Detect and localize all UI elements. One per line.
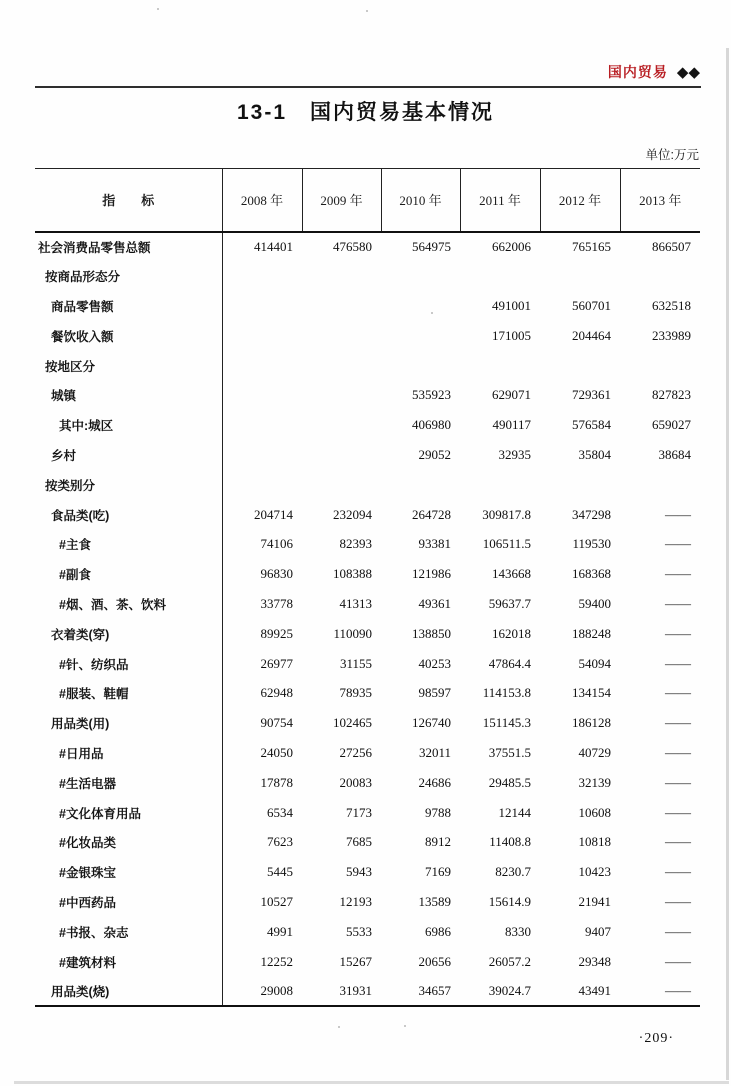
row-value: 98597 — [418, 685, 451, 701]
row-label: #建筑材料 — [35, 947, 222, 977]
row-label: #生活电器 — [35, 768, 222, 798]
row-value: 31931 — [339, 982, 372, 998]
row-value: 43491 — [578, 982, 611, 998]
row-value: —— — [665, 566, 691, 582]
row-label: #主食 — [35, 529, 222, 559]
row-value: 47864.4 — [488, 655, 531, 671]
row-value: 8912 — [425, 834, 451, 850]
row-value: 5943 — [346, 864, 372, 880]
row-value — [381, 291, 460, 321]
table-row — [35, 827, 700, 857]
row-value: 491001 — [492, 297, 531, 313]
row-value — [620, 470, 700, 500]
row-label: #烟、酒、茶、饮料 — [35, 589, 222, 619]
scan-edge-right — [726, 48, 729, 1080]
row-value — [222, 291, 302, 321]
row-label: 食品类(吃) — [35, 500, 222, 530]
table-row — [35, 619, 700, 649]
table-row — [35, 559, 700, 589]
chapter-diamonds-icon: ◆◆ — [676, 64, 700, 81]
row-value: —— — [665, 893, 691, 909]
row-value: 629071 — [492, 387, 531, 403]
column-header-year: 2012 年 — [540, 169, 620, 232]
row-value — [222, 321, 302, 351]
row-value: 4991 — [267, 923, 293, 939]
row-value: 21941 — [578, 893, 611, 909]
table-row — [35, 351, 700, 381]
row-value: 162018 — [492, 625, 531, 641]
scan-speck — [404, 1025, 406, 1027]
row-value: 126740 — [412, 715, 451, 731]
row-value — [302, 410, 381, 440]
row-value: 406980 — [412, 417, 451, 433]
row-value — [381, 321, 460, 351]
table-row — [35, 321, 700, 351]
row-value — [540, 470, 620, 500]
row-value: 12252 — [260, 953, 293, 969]
row-value: 89925 — [260, 625, 293, 641]
row-value: 40729 — [578, 744, 611, 760]
row-value: —— — [665, 715, 691, 731]
table-row — [35, 798, 700, 828]
column-header-year: 2011 年 — [460, 169, 540, 232]
page-title: 13-1 国内贸易基本情况 — [236, 101, 495, 124]
row-value: 106511.5 — [482, 536, 531, 552]
row-value: 10527 — [260, 893, 293, 909]
row-value: 134154 — [572, 685, 611, 701]
row-value — [302, 321, 381, 351]
row-value: 138850 — [412, 625, 451, 641]
row-value: 33778 — [260, 595, 293, 611]
row-value: 31155 — [339, 655, 372, 671]
row-value: 10818 — [578, 834, 611, 850]
row-value: —— — [665, 953, 691, 969]
row-value — [381, 351, 460, 381]
column-header-year: 2009 年 — [302, 169, 381, 232]
row-value — [302, 470, 381, 500]
table-row — [35, 738, 700, 768]
row-value — [222, 440, 302, 470]
table-row — [35, 678, 700, 708]
row-value: 186128 — [572, 715, 611, 731]
row-value — [460, 470, 540, 500]
table-row — [35, 470, 700, 500]
row-value: 59400 — [578, 595, 611, 611]
row-value — [381, 470, 460, 500]
row-value: 26977 — [260, 655, 293, 671]
row-value — [302, 351, 381, 381]
row-value: 121986 — [412, 566, 451, 582]
row-value: 62948 — [260, 685, 293, 701]
row-value: 171005 — [492, 327, 531, 343]
row-value: 765165 — [572, 238, 611, 254]
table-row — [35, 708, 700, 738]
row-label: 按商品形态分 — [35, 261, 222, 291]
table-row — [35, 976, 700, 1006]
row-value: 29008 — [260, 982, 293, 998]
row-value: 233989 — [652, 327, 691, 343]
row-label: 用品类(烧) — [35, 976, 222, 1006]
row-label: #服装、鞋帽 — [35, 678, 222, 708]
row-value: —— — [665, 982, 691, 998]
row-value: 7169 — [425, 864, 451, 880]
table-row — [35, 768, 700, 798]
table-row — [35, 380, 700, 410]
row-value: 37551.5 — [488, 744, 531, 760]
column-header-indicator: 指 标 — [102, 193, 155, 209]
row-label: #文化体育用品 — [35, 798, 222, 828]
row-value: 662006 — [492, 238, 531, 254]
row-value: 82393 — [339, 536, 372, 552]
row-value — [222, 261, 302, 291]
column-header-year: 2010 年 — [381, 169, 460, 232]
row-value: 17878 — [260, 774, 293, 790]
row-value: 12193 — [339, 893, 372, 909]
row-value: 29485.5 — [488, 774, 531, 790]
row-value: 26057.2 — [488, 953, 531, 969]
row-value: —— — [665, 923, 691, 939]
scan-speck — [338, 1026, 340, 1028]
table-row — [35, 857, 700, 887]
table-row — [35, 529, 700, 559]
row-value — [222, 410, 302, 440]
row-value: 232094 — [333, 506, 372, 522]
data-table — [35, 168, 700, 1007]
row-value: 93381 — [418, 536, 451, 552]
row-value: 576584 — [572, 417, 611, 433]
row-value — [540, 261, 620, 291]
row-value: 151145.3 — [482, 715, 531, 731]
row-value: 90754 — [260, 715, 293, 731]
table-row — [35, 947, 700, 977]
row-value: 10423 — [578, 864, 611, 880]
row-value — [302, 261, 381, 291]
row-value: 5445 — [267, 864, 293, 880]
row-label: 衣着类(穿) — [35, 619, 222, 649]
row-value: —— — [665, 625, 691, 641]
scan-edge-bottom — [14, 1081, 729, 1084]
chapter-label: 国内贸易 — [607, 64, 668, 80]
scan-speck — [366, 10, 368, 12]
row-label: 按地区分 — [35, 351, 222, 381]
row-label: 社会消费品零售总额 — [35, 232, 222, 262]
row-label: #金银珠宝 — [35, 857, 222, 887]
row-label: 餐饮收入额 — [35, 321, 222, 351]
table-row — [35, 232, 700, 262]
row-value: 35804 — [578, 446, 611, 462]
row-label: #中西药品 — [35, 887, 222, 917]
row-value: 7685 — [346, 834, 372, 850]
row-value: 20083 — [339, 774, 372, 790]
row-value: 24050 — [260, 744, 293, 760]
row-value: —— — [665, 655, 691, 671]
row-value: 564975 — [412, 238, 451, 254]
row-label: 乡村 — [35, 440, 222, 470]
row-value — [222, 380, 302, 410]
row-value: 5533 — [346, 923, 372, 939]
row-label: 用品类(用) — [35, 708, 222, 738]
table-row — [35, 440, 700, 470]
table-row — [35, 649, 700, 679]
row-label: #日用品 — [35, 738, 222, 768]
row-value: 27256 — [339, 744, 372, 760]
row-value: 119530 — [572, 536, 611, 552]
row-value: 32139 — [578, 774, 611, 790]
row-value: 74106 — [260, 536, 293, 552]
row-value: —— — [665, 834, 691, 850]
row-value — [460, 351, 540, 381]
table-row — [35, 917, 700, 947]
row-value — [302, 440, 381, 470]
row-label: #副食 — [35, 559, 222, 589]
scan-speck — [431, 312, 433, 314]
row-value: 110090 — [333, 625, 372, 641]
column-header-year: 2008 年 — [222, 169, 302, 232]
row-value: 8230.7 — [495, 864, 531, 880]
row-value: 39024.7 — [488, 982, 531, 998]
row-value: 6534 — [267, 804, 293, 820]
row-value: 34657 — [418, 982, 451, 998]
row-value: 204714 — [254, 506, 293, 522]
row-value — [222, 351, 302, 381]
row-value: 11408.8 — [489, 834, 531, 850]
row-value: 108388 — [333, 566, 372, 582]
table-header-row — [35, 169, 700, 232]
row-value: 29052 — [418, 446, 451, 462]
row-value: 204464 — [572, 327, 611, 343]
row-value: 38684 — [658, 446, 691, 462]
row-value: 15614.9 — [488, 893, 531, 909]
row-label: 按类别分 — [35, 470, 222, 500]
row-value: —— — [665, 804, 691, 820]
row-value: 309817.8 — [482, 506, 531, 522]
row-value — [460, 261, 540, 291]
row-value: 24686 — [418, 774, 451, 790]
row-value: 7173 — [346, 804, 372, 820]
table-body — [35, 232, 700, 1007]
row-value: 264728 — [412, 506, 451, 522]
row-value: 40253 — [418, 655, 451, 671]
row-value: 9788 — [425, 804, 451, 820]
table-row — [35, 291, 700, 321]
row-value: 12144 — [498, 804, 531, 820]
row-value: 41313 — [339, 595, 372, 611]
row-value: 78935 — [339, 685, 372, 701]
row-value: 8330 — [505, 923, 531, 939]
row-value: 49361 — [418, 595, 451, 611]
row-value: 729361 — [572, 387, 611, 403]
row-value: —— — [665, 774, 691, 790]
row-value: 59637.7 — [488, 595, 531, 611]
row-value: 15267 — [339, 953, 372, 969]
row-value: 10608 — [578, 804, 611, 820]
row-value: 32011 — [418, 744, 451, 760]
row-value — [540, 351, 620, 381]
row-value: 347298 — [572, 506, 611, 522]
row-value: 7623 — [267, 834, 293, 850]
row-value — [222, 470, 302, 500]
column-header-year: 2013 年 — [620, 169, 700, 232]
row-value — [302, 380, 381, 410]
row-value: 102465 — [333, 715, 372, 731]
table-row — [35, 410, 700, 440]
table-row — [35, 589, 700, 619]
scan-speck — [157, 8, 159, 10]
row-value: 535923 — [412, 387, 451, 403]
row-value — [381, 261, 460, 291]
row-label: 其中:城区 — [35, 410, 222, 440]
row-value: —— — [665, 595, 691, 611]
row-value: 20656 — [418, 953, 451, 969]
row-value: 114153.8 — [482, 685, 531, 701]
row-value: 476580 — [333, 238, 372, 254]
row-value: 13589 — [418, 893, 451, 909]
row-value: 32935 — [498, 446, 531, 462]
unit-note: 单位:万元 — [645, 148, 699, 162]
row-value: 29348 — [578, 953, 611, 969]
row-value: 9407 — [585, 923, 611, 939]
row-value: 632518 — [652, 297, 691, 313]
row-value — [620, 351, 700, 381]
row-value: 659027 — [652, 417, 691, 433]
row-label: #针、纺织品 — [35, 649, 222, 679]
row-value: 490117 — [492, 417, 531, 433]
row-value: 188248 — [572, 625, 611, 641]
row-value: —— — [665, 506, 691, 522]
row-value: 54094 — [578, 655, 611, 671]
row-label: #书报、杂志 — [35, 917, 222, 947]
row-value — [620, 261, 700, 291]
row-label: 城镇 — [35, 380, 222, 410]
running-head — [608, 62, 700, 82]
row-value: 414401 — [254, 238, 293, 254]
row-value: 96830 — [260, 566, 293, 582]
header-rule — [35, 86, 701, 88]
row-value: 143668 — [492, 566, 531, 582]
row-value: 560701 — [572, 297, 611, 313]
row-value: 6986 — [425, 923, 451, 939]
row-value: 866507 — [652, 238, 691, 254]
table-row — [35, 887, 700, 917]
row-value: 827823 — [652, 387, 691, 403]
row-value: —— — [665, 685, 691, 701]
table-row — [35, 500, 700, 530]
page-number: ·209· — [638, 1031, 674, 1046]
row-value — [302, 291, 381, 321]
table-row — [35, 261, 700, 291]
row-value: —— — [665, 864, 691, 880]
row-value: 168368 — [572, 566, 611, 582]
row-value: —— — [665, 536, 691, 552]
row-label: #化妆品类 — [35, 827, 222, 857]
row-value: —— — [665, 744, 691, 760]
row-label: 商品零售额 — [35, 291, 222, 321]
